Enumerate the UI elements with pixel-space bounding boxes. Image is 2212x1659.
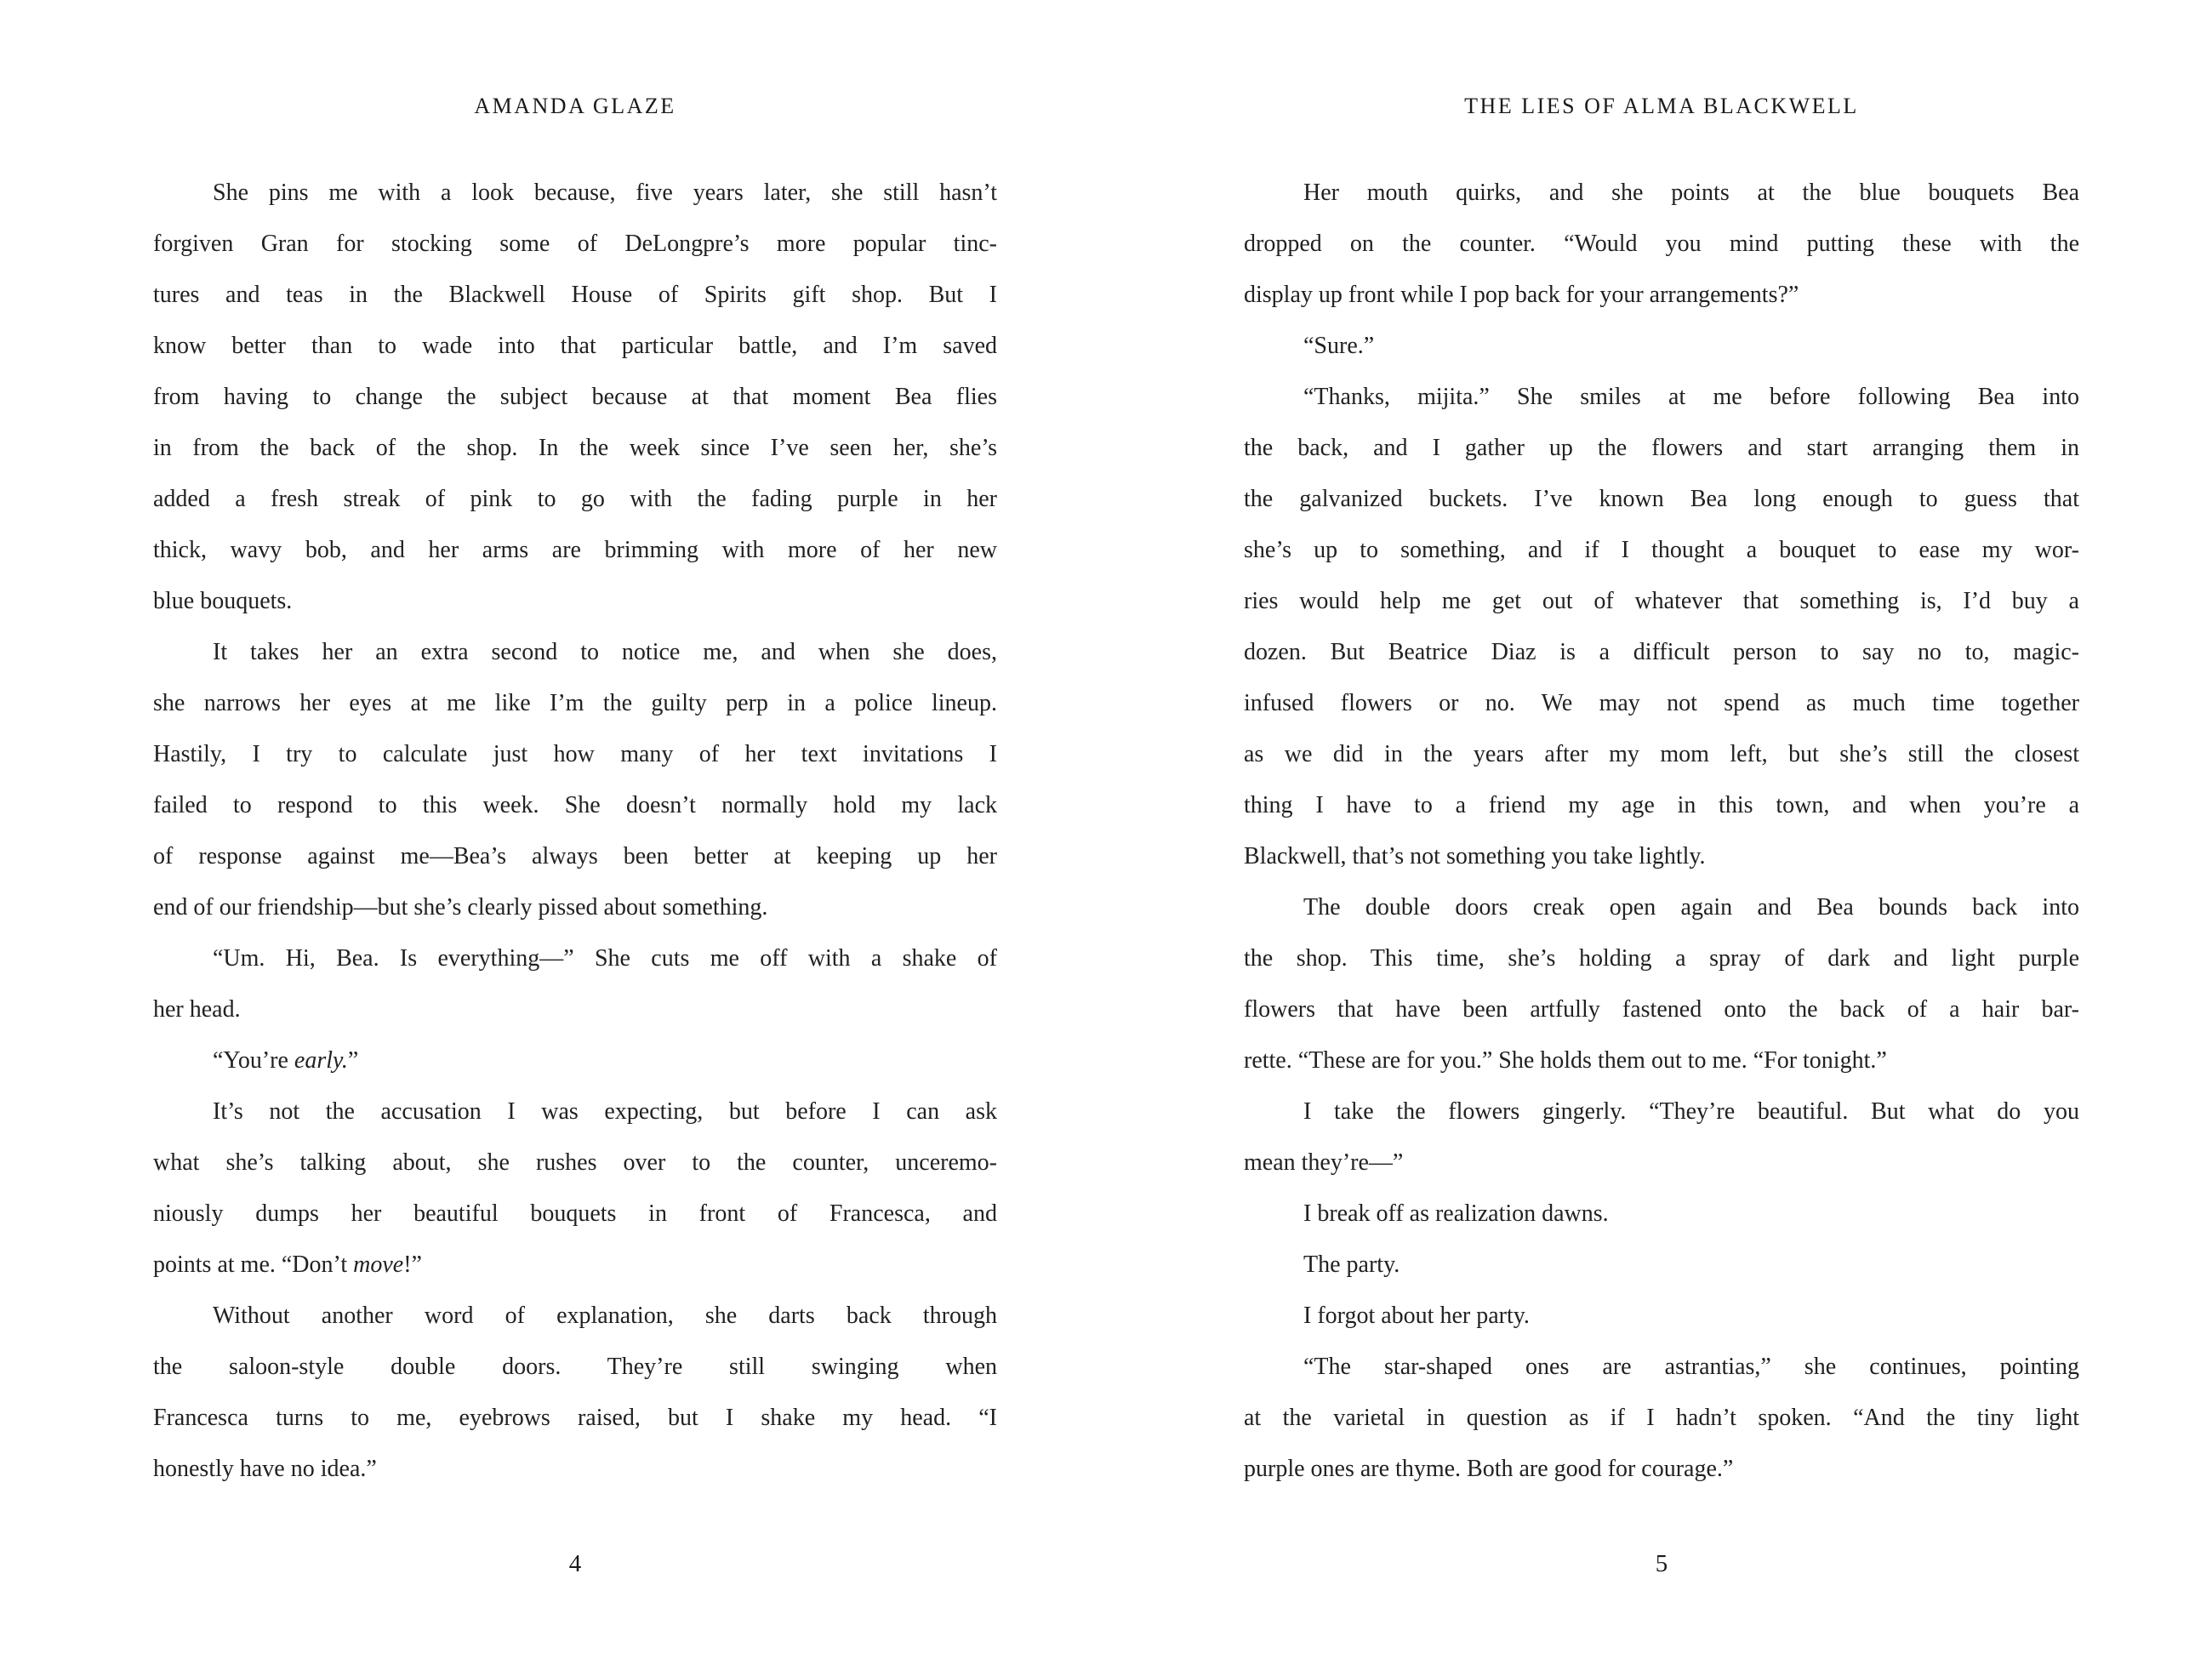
text-line	[1244, 1189, 2079, 1240]
text-segment: what she’s talking about, she rushes over to the counter, unceremo-	[153, 1149, 997, 1176]
text-line	[153, 1444, 997, 1495]
text-segment: tures and teas in the Blackwell House of Spirits gift shop. But I	[153, 282, 997, 308]
text-line	[153, 1291, 997, 1342]
paragraph	[1244, 1342, 2079, 1495]
text-line	[1244, 1035, 2079, 1086]
paragraph	[1244, 1086, 2079, 1189]
text-segment: “The star-shaped ones are astrantias,” she continues, pointing	[1303, 1354, 2079, 1380]
right-page-number: 5	[1655, 1550, 1668, 1577]
text-line	[153, 321, 997, 372]
text-line	[1244, 1137, 2079, 1189]
text-line	[1244, 321, 2079, 372]
text-segment: points at me. “Don’t	[153, 1251, 354, 1278]
paragraph	[153, 1291, 997, 1495]
paragraph	[1244, 321, 2079, 372]
paragraph	[153, 1035, 997, 1086]
text-segment: dropped on the counter. “Would you mind putting these with the	[1244, 231, 2079, 257]
text-line	[153, 933, 997, 984]
text-segment: end of our friendship—but she’s clearly pissed about something.	[153, 894, 768, 921]
paragraph	[153, 1086, 997, 1291]
text-segment: I take the flowers gingerly. “They’re beautiful. But what do you	[1303, 1098, 2079, 1125]
text-segment: It’s not the accusation I was expecting, but before I can ask	[213, 1098, 997, 1125]
text-line	[153, 525, 997, 576]
text-line	[153, 882, 997, 933]
text-segment: “Thanks, mijita.” She smiles at me before following Bea into	[1303, 384, 2079, 410]
text-segment: “You’re	[213, 1047, 294, 1074]
text-line	[153, 576, 997, 627]
text-segment: she narrows her eyes at me like I’m the guilty perp in a police lineup.	[153, 690, 997, 716]
paragraph	[153, 627, 997, 933]
text-line	[1244, 1291, 2079, 1342]
text-line	[1244, 270, 2079, 321]
text-segment: blue bouquets.	[153, 588, 293, 614]
text-line	[1244, 525, 2079, 576]
text-segment: forgiven Gran for stocking some of DeLongpre’s more popular tinc-	[153, 231, 997, 257]
text-segment: !”	[403, 1251, 422, 1278]
text-line	[1244, 984, 2079, 1035]
text-segment: Francesca turns to me, eyebrows raised, but I shake my head. “I	[153, 1405, 997, 1431]
text-line	[1244, 372, 2079, 423]
text-line	[1244, 729, 2079, 780]
text-segment: thing I have to a friend my age in this town, and when you’re a	[1244, 792, 2079, 818]
text-line	[1244, 1444, 2079, 1495]
text-segment: ”	[347, 1047, 359, 1074]
text-line	[1244, 678, 2079, 729]
text-line	[1244, 219, 2079, 270]
running-header-book-title: THE LIES OF ALMA BLACKWELL	[1464, 94, 1859, 118]
text-segment: of response against me—Bea’s always been better at keeping up her	[153, 843, 997, 869]
text-segment: her head.	[153, 996, 241, 1023]
text-segment: Blackwell, that’s not something you take lightly.	[1244, 843, 1706, 869]
text-segment: I forgot about her party.	[1303, 1303, 1530, 1329]
text-line	[153, 780, 997, 831]
text-segment: The party.	[1303, 1251, 1400, 1278]
italic-text: early.	[294, 1047, 348, 1074]
text-line	[1244, 831, 2079, 882]
italic-text: move	[353, 1251, 404, 1278]
right-page-text	[1244, 168, 2079, 1495]
text-segment: ries would help me get out of whatever that something is, I’d buy a	[1244, 588, 2079, 614]
text-line	[153, 1189, 997, 1240]
text-segment: mean they’re—”	[1244, 1149, 1404, 1176]
text-line	[1244, 423, 2079, 474]
text-segment: It takes her an extra second to notice me, and when she does,	[213, 639, 997, 665]
text-segment: thick, wavy bob, and her arms are brimming with more of her new	[153, 537, 997, 563]
text-segment: she’s up to something, and if I thought a bouquet to ease my wor-	[1244, 537, 2079, 563]
text-segment: as we did in the years after my mom left, but she’s still the closest	[1244, 741, 2079, 767]
text-segment: rette. “These are for you.” She holds them out to me. “For tonight.”	[1244, 1047, 1887, 1074]
text-segment: the saloon-style double doors. They’re still swinging when	[153, 1354, 997, 1380]
text-segment: the galvanized buckets. I’ve known Bea long enough to guess that	[1244, 486, 2079, 512]
text-line	[1244, 627, 2079, 678]
paragraph	[1244, 168, 2079, 321]
text-line	[153, 627, 997, 678]
paragraph	[1244, 1291, 2079, 1342]
text-segment: infused flowers or no. We may not spend as much time together	[1244, 690, 2079, 716]
paragraph	[1244, 1189, 2079, 1240]
text-line	[153, 1137, 997, 1189]
text-line	[153, 831, 997, 882]
text-line	[1244, 882, 2079, 933]
text-segment: dozen. But Beatrice Diaz is a difficult person to say no to, magic-	[1244, 639, 2079, 665]
text-segment: flowers that have been artfully fastened onto the back of a hair bar-	[1244, 996, 2079, 1023]
text-segment: The double doors creak open again and Bea bounds back into	[1303, 894, 2079, 921]
text-segment: honestly have no idea.”	[153, 1456, 377, 1482]
text-segment: I break off as realization dawns.	[1303, 1200, 1609, 1227]
text-segment: Hastily, I try to calculate just how many of her text invitations I	[153, 741, 997, 767]
text-line	[153, 1035, 997, 1086]
text-line	[153, 270, 997, 321]
paragraph	[153, 933, 997, 1035]
text-line	[1244, 933, 2079, 984]
text-line	[153, 1086, 997, 1137]
text-segment: in from the back of the shop. In the week since I’ve seen her, she’s	[153, 435, 997, 461]
text-line	[1244, 780, 2079, 831]
paragraph	[153, 168, 997, 627]
text-line	[1244, 474, 2079, 525]
text-segment: added a fresh streak of pink to go with the fading purple in her	[153, 486, 997, 512]
text-line	[153, 1342, 997, 1393]
text-segment: niously dumps her beautiful bouquets in front of Francesca, and	[153, 1200, 997, 1227]
text-segment: Her mouth quirks, and she points at the blue bouquets Bea	[1303, 180, 2079, 206]
text-line	[1244, 1240, 2079, 1291]
text-line	[1244, 576, 2079, 627]
text-line	[1244, 1393, 2079, 1444]
text-segment: She pins me with a look because, five years later, she still hasn’t	[213, 180, 997, 206]
text-line	[1244, 168, 2079, 219]
text-line	[1244, 1086, 2079, 1137]
text-line	[153, 474, 997, 525]
text-segment: “Um. Hi, Bea. Is everything—” She cuts me off with a shake of	[213, 945, 997, 972]
text-line	[153, 219, 997, 270]
text-line	[153, 1240, 997, 1291]
text-line	[153, 678, 997, 729]
running-header-author: AMANDA GLAZE	[474, 94, 676, 118]
text-segment: the back, and I gather up the flowers and start arranging them in	[1244, 435, 2079, 461]
text-segment: know better than to wade into that particular battle, and I’m saved	[153, 333, 997, 359]
text-line	[153, 168, 997, 219]
text-segment: failed to respond to this week. She doesn’t normally hold my lack	[153, 792, 997, 818]
text-line	[153, 984, 997, 1035]
text-segment: Without another word of explanation, she darts back through	[213, 1303, 997, 1329]
text-segment: at the varietal in question as if I hadn’t spoken. “And the tiny light	[1244, 1405, 2079, 1431]
text-segment: “Sure.”	[1303, 333, 1375, 359]
text-line	[153, 729, 997, 780]
text-segment: from having to change the subject because at that moment Bea flies	[153, 384, 997, 410]
paragraph	[1244, 882, 2079, 1086]
text-line	[1244, 1342, 2079, 1393]
text-line	[153, 1393, 997, 1444]
text-line	[153, 423, 997, 474]
left-page-number: 4	[568, 1550, 582, 1577]
paragraph	[1244, 1240, 2079, 1291]
text-segment: the shop. This time, she’s holding a spray of dark and light purple	[1244, 945, 2079, 972]
left-page-text	[153, 168, 997, 1495]
text-segment: purple ones are thyme. Both are good for courage.”	[1244, 1456, 1734, 1482]
text-line	[153, 372, 997, 423]
paragraph	[1244, 372, 2079, 882]
text-segment: display up front while I pop back for your arrangements?”	[1244, 282, 1799, 308]
